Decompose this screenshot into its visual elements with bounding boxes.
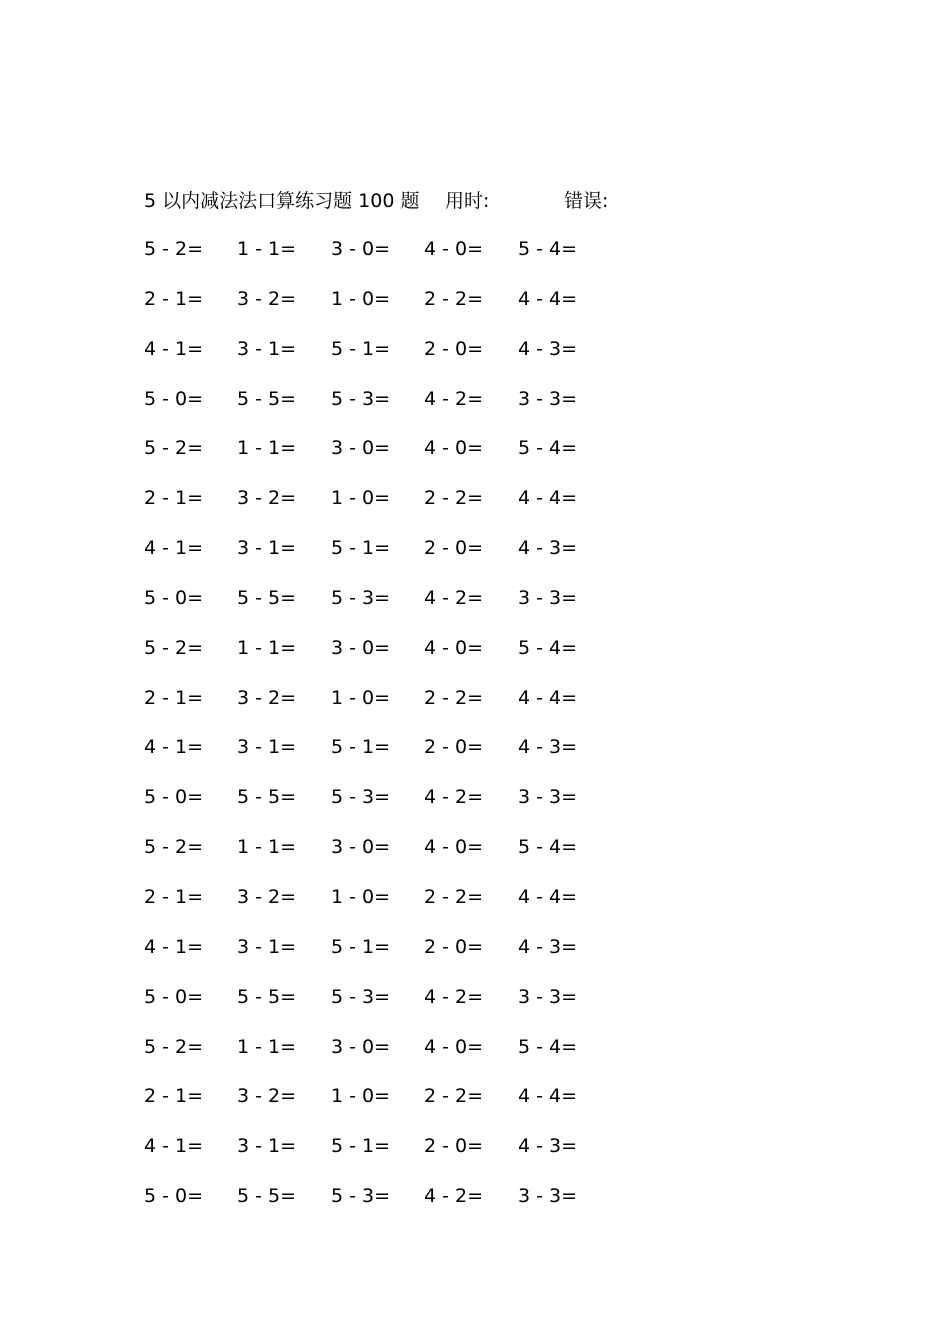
problem-item: 3 - 3= [518, 786, 578, 809]
problem-item: 5 - 3= [331, 387, 391, 410]
problem-item: 3 - 0= [331, 836, 391, 859]
problem-item: 4 - 3= [518, 537, 578, 560]
problem-row [144, 1032, 624, 1082]
problem-item: 5 - 1= [331, 935, 391, 958]
problem-item: 5 - 3= [331, 1185, 391, 1208]
problem-item: 3 - 1= [237, 337, 297, 360]
problem-row [144, 384, 624, 434]
problem-row [144, 1181, 624, 1231]
problem-row [144, 832, 624, 882]
problem-item: 5 - 4= [518, 437, 578, 460]
problem-item: 2 - 0= [424, 736, 484, 759]
problem-item: 4 - 0= [424, 238, 484, 260]
problem-row [144, 683, 624, 733]
problem-item: 5 - 4= [518, 238, 578, 260]
problem-item: 4 - 2= [424, 586, 484, 609]
problem-item: 3 - 0= [331, 437, 391, 460]
problem-item: 5 - 1= [331, 337, 391, 360]
problem-row [144, 583, 624, 633]
problem-item: 5 - 2= [144, 636, 204, 659]
problem-item: 3 - 0= [331, 238, 391, 260]
problem-item: 4 - 1= [144, 935, 204, 958]
problem-item: 4 - 4= [518, 287, 578, 310]
problem-item: 3 - 2= [237, 1085, 297, 1108]
problem-row [144, 433, 624, 483]
problem-row [144, 483, 624, 533]
problem-item: 4 - 4= [518, 885, 578, 908]
problem-item: 1 - 1= [237, 1035, 297, 1058]
problem-item: 2 - 0= [424, 1135, 484, 1158]
problem-row [144, 932, 624, 982]
problem-item: 4 - 1= [144, 736, 204, 759]
problem-item: 2 - 0= [424, 935, 484, 958]
problem-row [144, 1131, 624, 1181]
problem-item: 5 - 2= [144, 1035, 204, 1058]
problem-item: 3 - 1= [237, 935, 297, 958]
problem-item: 2 - 0= [424, 537, 484, 560]
problem-grid [144, 234, 624, 1231]
problem-item: 5 - 0= [144, 1185, 204, 1208]
problem-item: 5 - 5= [237, 1185, 297, 1208]
problem-item: 5 - 5= [237, 387, 297, 410]
problem-item: 2 - 2= [424, 287, 484, 310]
problem-item: 5 - 3= [331, 586, 391, 609]
problem-item: 5 - 2= [144, 437, 204, 460]
problem-item: 1 - 1= [237, 836, 297, 859]
problem-item: 4 - 3= [518, 736, 578, 759]
problem-item: 5 - 2= [144, 836, 204, 859]
problem-item: 4 - 4= [518, 1085, 578, 1108]
problem-item: 2 - 1= [144, 885, 204, 908]
problem-item: 4 - 1= [144, 337, 204, 360]
problem-item: 4 - 4= [518, 487, 578, 510]
problem-row [144, 732, 624, 782]
problem-item: 5 - 4= [518, 836, 578, 859]
problem-item: 4 - 0= [424, 836, 484, 859]
problem-item: 4 - 2= [424, 786, 484, 809]
problem-item: 1 - 1= [237, 437, 297, 460]
problem-item: 5 - 0= [144, 387, 204, 410]
problem-item: 5 - 1= [331, 537, 391, 560]
problem-item: 4 - 1= [144, 1135, 204, 1158]
problem-item: 2 - 1= [144, 686, 204, 709]
problem-item: 1 - 1= [237, 636, 297, 659]
problem-item: 5 - 5= [237, 786, 297, 809]
problem-item: 3 - 2= [237, 487, 297, 510]
problem-item: 3 - 0= [331, 636, 391, 659]
problem-item: 2 - 2= [424, 487, 484, 510]
problem-item: 5 - 3= [331, 786, 391, 809]
problem-item: 5 - 0= [144, 786, 204, 809]
problem-item: 5 - 0= [144, 985, 204, 1008]
problem-item: 5 - 5= [237, 985, 297, 1008]
problem-item: 5 - 3= [331, 985, 391, 1008]
time-used-label: 用时: [445, 190, 490, 212]
problem-item: 5 - 1= [331, 1135, 391, 1158]
problem-item: 3 - 1= [237, 537, 297, 560]
problem-item: 3 - 1= [237, 736, 297, 759]
problem-row [144, 982, 624, 1032]
errors-label: 错误: [564, 190, 609, 212]
problem-item: 3 - 1= [237, 1135, 297, 1158]
problem-row [144, 334, 624, 384]
problem-item: 5 - 0= [144, 586, 204, 609]
problem-item: 4 - 2= [424, 985, 484, 1008]
problem-item: 5 - 2= [144, 238, 204, 260]
problem-item: 2 - 1= [144, 487, 204, 510]
problem-item: 1 - 0= [331, 287, 391, 310]
problem-item: 3 - 3= [518, 387, 578, 410]
problem-item: 4 - 0= [424, 636, 484, 659]
problem-item: 1 - 0= [331, 1085, 391, 1108]
problem-item: 4 - 0= [424, 1035, 484, 1058]
problem-item: 4 - 4= [518, 686, 578, 709]
problem-item: 3 - 2= [237, 287, 297, 310]
problem-item: 4 - 3= [518, 337, 578, 360]
problem-item: 1 - 1= [237, 238, 297, 260]
problem-item: 4 - 2= [424, 387, 484, 410]
problem-item: 3 - 0= [331, 1035, 391, 1058]
problem-item: 4 - 3= [518, 1135, 578, 1158]
problem-item: 3 - 2= [237, 885, 297, 908]
problem-row [144, 1081, 624, 1131]
problem-item: 4 - 0= [424, 437, 484, 460]
problem-item: 2 - 2= [424, 885, 484, 908]
problem-item: 4 - 3= [518, 935, 578, 958]
problem-item: 3 - 3= [518, 586, 578, 609]
problem-item: 1 - 0= [331, 686, 391, 709]
problem-item: 3 - 3= [518, 985, 578, 1008]
problem-row [144, 633, 624, 683]
problem-item: 5 - 4= [518, 636, 578, 659]
problem-item: 5 - 1= [331, 736, 391, 759]
problem-item: 1 - 0= [331, 487, 391, 510]
problem-item: 1 - 0= [331, 885, 391, 908]
problem-item: 2 - 1= [144, 1085, 204, 1108]
problem-row [144, 234, 624, 284]
problem-item: 2 - 2= [424, 1085, 484, 1108]
problem-row [144, 882, 624, 932]
problem-item: 3 - 2= [237, 686, 297, 709]
problem-row [144, 533, 624, 583]
problem-item: 4 - 1= [144, 537, 204, 560]
problem-item: 3 - 3= [518, 1185, 578, 1208]
problem-item: 2 - 1= [144, 287, 204, 310]
problem-item: 5 - 5= [237, 586, 297, 609]
problem-item: 5 - 4= [518, 1035, 578, 1058]
problem-row [144, 284, 624, 334]
problem-item: 2 - 2= [424, 686, 484, 709]
problem-row [144, 782, 624, 832]
problem-item: 2 - 0= [424, 337, 484, 360]
problem-item: 4 - 2= [424, 1185, 484, 1208]
worksheet-title: 5 以内减法法口算练习题 100 题 [144, 190, 420, 212]
